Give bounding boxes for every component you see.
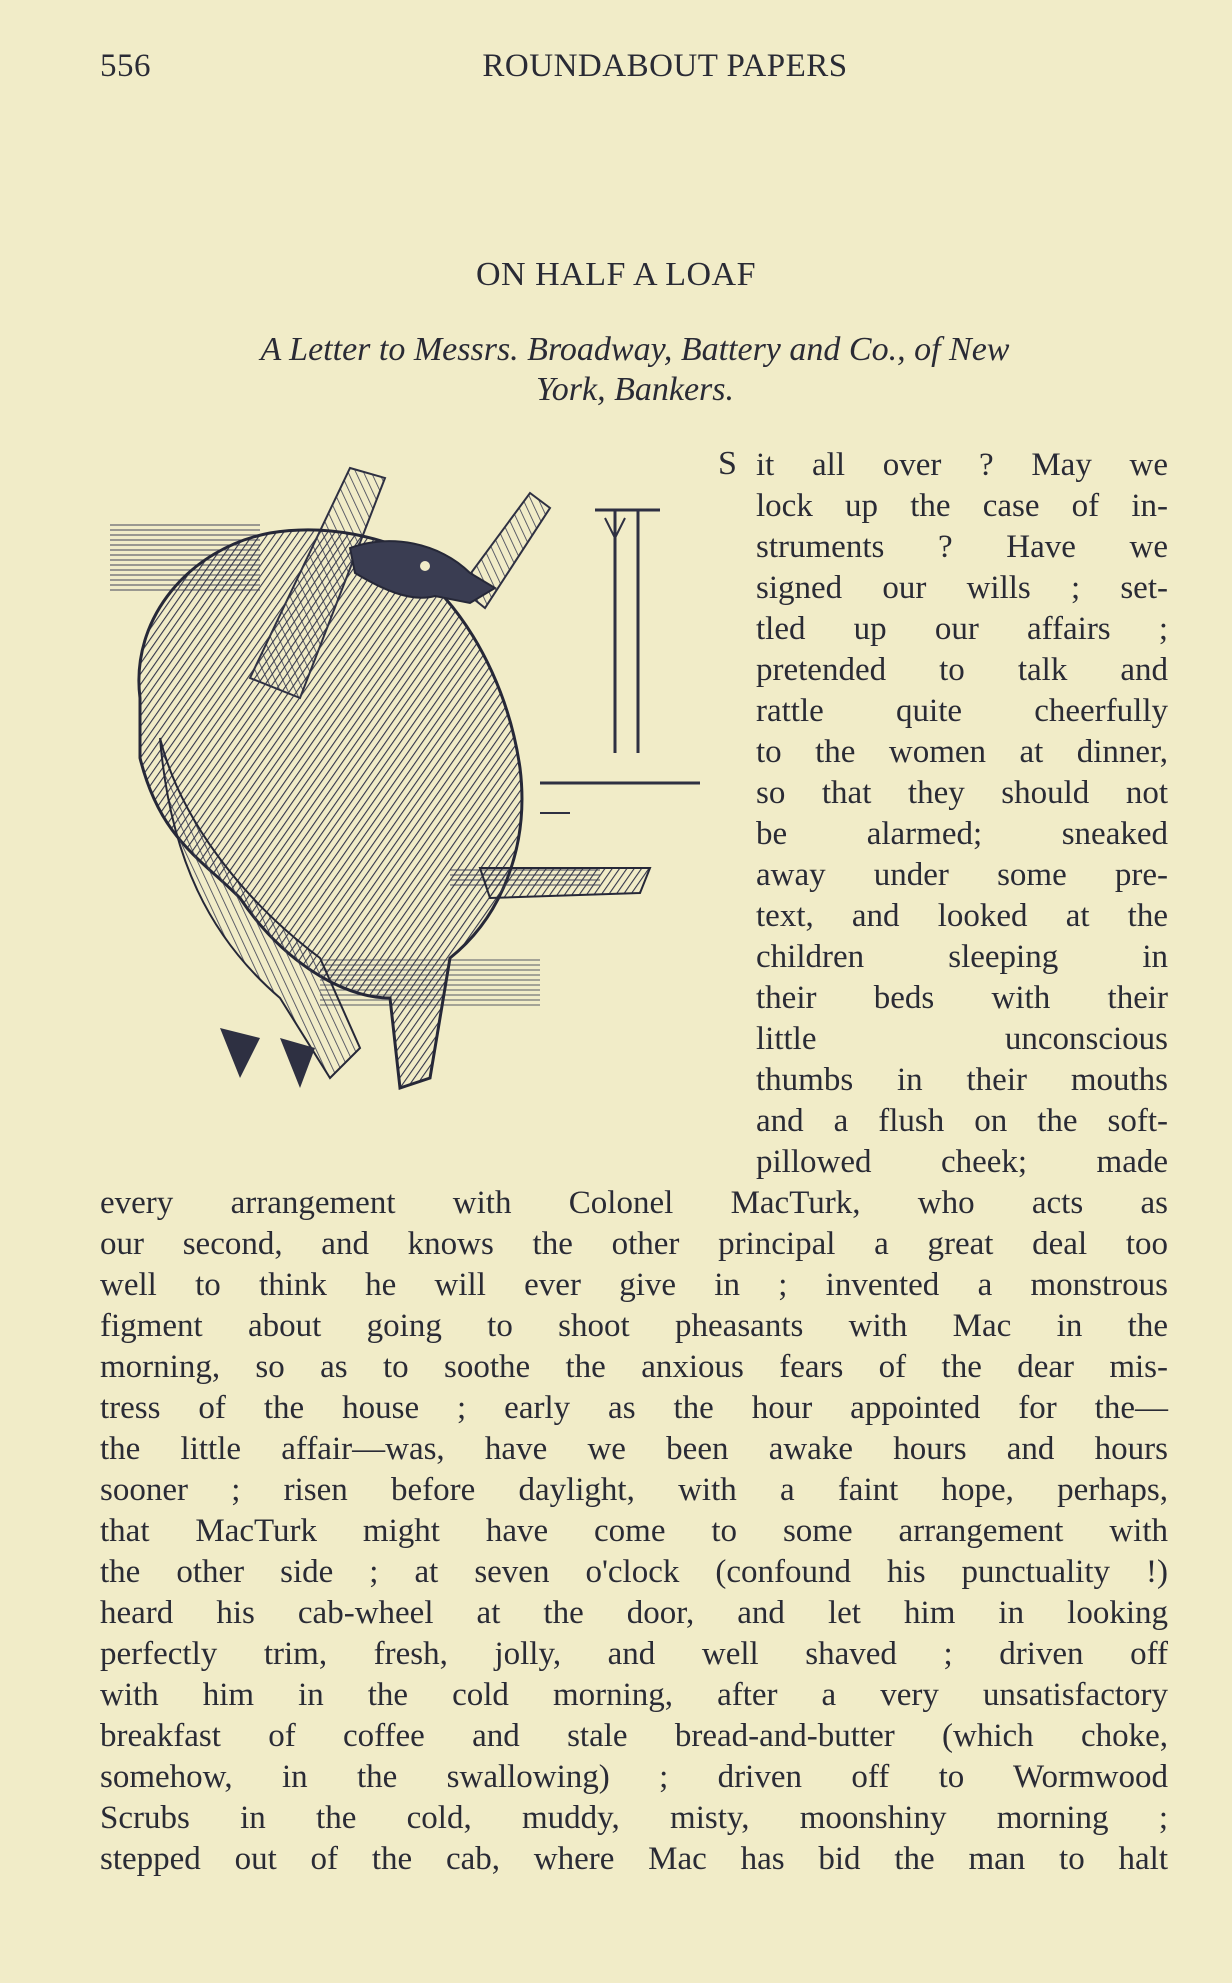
text-line: lock up the case of in- [756, 488, 1168, 524]
text-line: our second, and knows the other principal a great deal too [100, 1226, 1168, 1262]
page-number: 556 [100, 48, 151, 84]
essay-subtitle [100, 330, 1170, 410]
text-line: stepped out of the cab, where Mac has bid the man to halt [100, 1841, 1168, 1877]
text-line: figment about going to shoot pheasants with Mac in the [100, 1308, 1168, 1344]
text-line: to the women at dinner, [756, 734, 1168, 770]
text-line: it all over ? May we [756, 447, 1168, 483]
opening-paragraph-narrow [756, 445, 1168, 1183]
text-line: signed our wills ; set- [756, 570, 1168, 606]
text-line: with him in the cold morning, after a very unsatisfactory [100, 1677, 1168, 1713]
text-line: text, and looked at the [756, 898, 1168, 934]
text-line: pillowed cheek; made [756, 1144, 1168, 1180]
text-line: pretended to talk and [756, 652, 1168, 688]
text-line: heard his cab-wheel at the door, and let him in looking [100, 1595, 1168, 1631]
opening-paragraph-wide [100, 1183, 1168, 1880]
text-line: their beds with their [756, 980, 1168, 1016]
text-line: thumbs in their mouths [756, 1062, 1168, 1098]
text-line: sooner ; risen before daylight, with a faint hope, perhaps, [100, 1472, 1168, 1508]
text-line: so that they should not [756, 775, 1168, 811]
text-line: somehow, in the swallowing) ; driven off to Wormwood [100, 1759, 1168, 1795]
text-line: children sleeping in [756, 939, 1168, 975]
subtitle-line-2: York, Bankers. [535, 371, 735, 408]
eagle-on-branch-engraving-icon [100, 438, 700, 1138]
subtitle-line-1: A Letter to Messrs. Broadway, Battery and Co., of New [260, 331, 1010, 368]
text-line: rattle quite cheerfully [756, 693, 1168, 729]
page-header [100, 48, 1170, 92]
text-line: that MacTurk might have come to some arrangement with [100, 1513, 1168, 1549]
text-line: every arrangement with Colonel MacTurk, who acts as [100, 1185, 1168, 1221]
text-line: well to think he will ever give in ; invented a monstrous [100, 1267, 1168, 1303]
running-head: ROUNDABOUT PAPERS [482, 48, 848, 84]
text-line: tress of the house ; early as the hour appointed for the— [100, 1390, 1168, 1426]
text-line: breakfast of coffee and stale bread-and-butter (which choke, [100, 1718, 1168, 1754]
text-line: morning, so as to soothe the anxious fears of the dear mis- [100, 1349, 1168, 1385]
text-line: the little affair—was, have we been awake hours and hours [100, 1431, 1168, 1467]
text-line: the other side ; at seven o'clock (confound his punctuality !) [100, 1554, 1168, 1590]
drop-cap-letter: S [718, 445, 737, 482]
essay-title: ON HALF A LOAF [476, 256, 756, 293]
text-line: away under some pre- [756, 857, 1168, 893]
text-line: perfectly trim, fresh, jolly, and well shaved ; driven off [100, 1636, 1168, 1672]
text-line: Scrubs in the cold, muddy, misty, moonshiny morning ; [100, 1800, 1168, 1836]
text-line: tled up our affairs ; [756, 611, 1168, 647]
text-line: little unconscious [756, 1021, 1168, 1057]
text-line: be alarmed; sneaked [756, 816, 1168, 852]
text-line: and a flush on the soft- [756, 1103, 1168, 1139]
text-line: struments ? Have we [756, 529, 1168, 565]
